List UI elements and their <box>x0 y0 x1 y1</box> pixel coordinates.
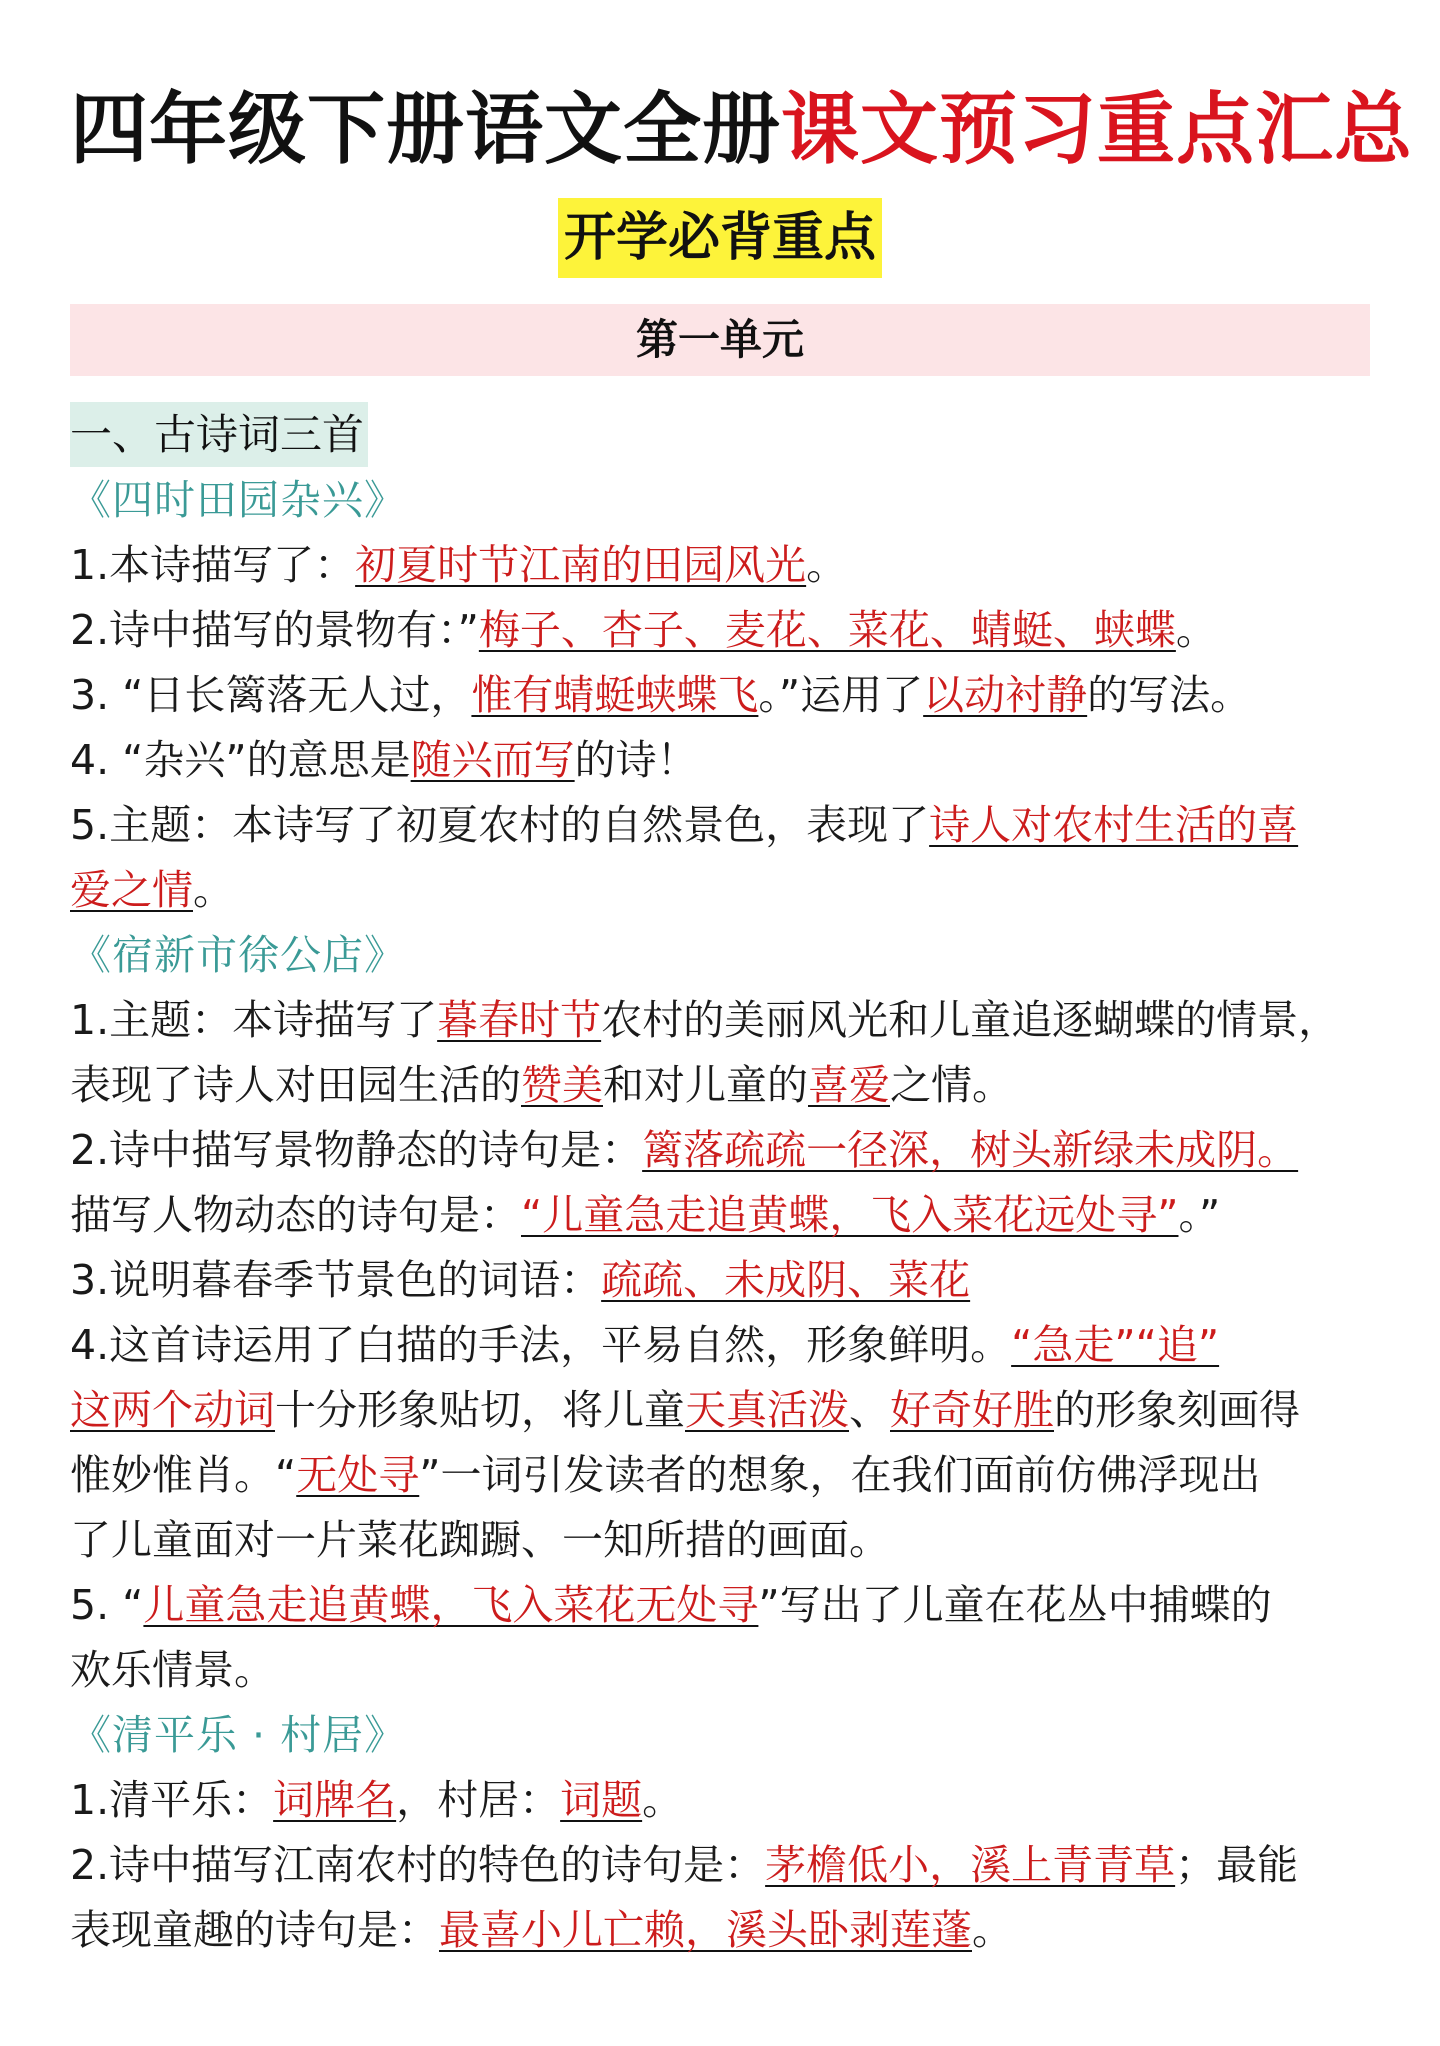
poem2-point-1 <box>70 988 1370 1053</box>
text: 4. “杂兴”的意思是 <box>70 736 411 784</box>
poem1-point-5 <box>70 793 1370 858</box>
text: 3.说明暮春季节景色的词语： <box>70 1256 602 1304</box>
key-answer: 随兴而写 <box>410 736 575 784</box>
text: ”一词引发读者的想象，在我们面前仿佛浮现出 <box>419 1451 1261 1499</box>
key-answer: 诗人对农村生活的喜 <box>929 801 1299 849</box>
text: 之情。 <box>890 1061 1013 1109</box>
key-answer: 儿童急走追黄蝶，飞入菜花无处寻 <box>143 1581 759 1629</box>
key-answer: 词牌名 <box>273 1776 397 1824</box>
section-heading: 一、古诗词三首 <box>70 402 368 467</box>
key-answer: 茅檐低小，溪上青青草 <box>765 1841 1176 1889</box>
text: 2.诗中描写的景物有：” <box>70 606 479 654</box>
key-answer: 最喜小儿亡赖，溪头卧剥莲蓬 <box>439 1906 972 1954</box>
poem2-point-4 <box>70 1313 1370 1378</box>
text: 。” <box>1178 1191 1221 1239</box>
subtitle-highlight: 开学必背重点 <box>558 198 882 278</box>
text: ；最能 <box>1175 1841 1299 1889</box>
key-answer: 以动衬静 <box>923 671 1088 719</box>
key-answer: 篱落疏疏一径深，树头新绿未成阴。 <box>642 1126 1299 1174</box>
text: 2.诗中描写江南农村的特色的诗句是： <box>70 1841 766 1889</box>
text: 。 <box>806 541 848 589</box>
key-answer: 无处寻 <box>296 1451 420 1499</box>
text: 2.诗中描写景物静态的诗句是： <box>70 1126 643 1174</box>
poem-title-qingpingyue: 《清平乐 · 村居》 <box>70 1711 407 1759</box>
title-black-part: 四年级下册语文全册 <box>70 85 782 175</box>
poem2-point-5-cont: 欢乐情景。 <box>70 1646 275 1694</box>
poem1-point-5-cont <box>70 858 1370 923</box>
poem2-point-4-cont: 了儿童面对一片菜花踟蹰、一知所措的画面。 <box>70 1516 890 1564</box>
text: 十分形象贴切，将儿童 <box>275 1386 685 1434</box>
text: ”写出了儿童在花丛中捕蝶的 <box>758 1581 1272 1629</box>
poem2-point-2-cont <box>70 1183 1370 1248</box>
content <box>70 402 1370 1963</box>
poem-title-suxinshi: 《宿新市徐公店》 <box>70 931 406 979</box>
poem1-point-2 <box>70 598 1370 663</box>
text: 。 <box>1175 606 1217 654</box>
text: 3. “日长篱落无人过， <box>70 671 472 719</box>
text: 的形象刻画得 <box>1054 1386 1300 1434</box>
poem2-point-2 <box>70 1118 1370 1183</box>
text: 的诗！ <box>574 736 698 784</box>
poem1-point-3 <box>70 663 1370 728</box>
key-answer: 喜爱 <box>808 1061 890 1109</box>
key-answer: 天真活泼 <box>685 1386 849 1434</box>
poem2-point-4-cont <box>70 1443 1370 1508</box>
poem2-point-1-cont <box>70 1053 1370 1118</box>
text: 惟妙惟肖。“ <box>70 1451 297 1499</box>
text: 。 <box>642 1776 684 1824</box>
poem1-point-1 <box>70 533 1370 598</box>
poem2-point-5 <box>70 1573 1370 1638</box>
text: 农村的美丽风光和儿童追逐蝴蝶的情景， <box>601 996 1340 1044</box>
key-answer: 这两个动词 <box>70 1386 275 1434</box>
subtitle-wrap <box>70 198 1370 278</box>
title-red-part: 课文预习重点汇总 <box>781 85 1414 175</box>
text: 和对儿童的 <box>603 1061 808 1109</box>
key-answer: 惟有蜻蜓蛱蝶飞 <box>471 671 759 719</box>
page-title <box>70 0 1414 175</box>
key-answer: 梅子、杏子、麦花、菜花、蜻蜓、蛱蝶 <box>478 606 1176 654</box>
section-heading-line <box>70 402 1370 468</box>
text: 、 <box>849 1386 890 1434</box>
poem3-point-2 <box>70 1833 1370 1898</box>
text: 1.清平乐： <box>70 1776 274 1824</box>
poem-title-sishi: 《四时田园杂兴》 <box>70 476 406 524</box>
unit-banner: 第一单元 <box>70 304 1370 376</box>
text: 5.主题：本诗写了初夏农村的自然景色，表现了 <box>70 801 930 849</box>
text: 描写人物动态的诗句是： <box>70 1191 521 1239</box>
text: 。 <box>972 1906 1013 1954</box>
key-answer: “儿童急走追黄蝶，飞入菜花远处寻” <box>521 1191 1179 1239</box>
poem3-point-2-cont <box>70 1898 1370 1963</box>
key-answer: 疏疏、未成阴、菜花 <box>601 1256 971 1304</box>
key-answer: 爱之情 <box>70 866 193 914</box>
text: 4.这首诗运用了白描的手法，平易自然，形象鲜明。 <box>70 1321 1012 1369</box>
text: 的写法。 <box>1087 671 1252 719</box>
text: 表现了诗人对田园生活的 <box>70 1061 521 1109</box>
poem2-point-4-cont <box>70 1378 1370 1443</box>
poem2-point-3 <box>70 1248 1370 1313</box>
text: 1.主题：本诗描写了 <box>70 996 438 1044</box>
key-answer: “急走”“追” <box>1011 1321 1220 1369</box>
key-answer: 初夏时节江南的田园风光 <box>355 541 807 589</box>
text: 表现童趣的诗句是： <box>70 1906 439 1954</box>
poem1-point-4 <box>70 728 1370 793</box>
key-answer: 好奇好胜 <box>890 1386 1054 1434</box>
text: 1.本诗描写了： <box>70 541 356 589</box>
key-answer: 赞美 <box>521 1061 603 1109</box>
text: ，村居： <box>396 1776 561 1824</box>
text: 5. “ <box>70 1581 144 1629</box>
key-answer: 词题 <box>560 1776 643 1824</box>
key-answer: 暮春时节 <box>437 996 602 1044</box>
poem3-point-1 <box>70 1768 1370 1833</box>
text: 。 <box>193 866 234 914</box>
text: 。”运用了 <box>758 671 924 719</box>
